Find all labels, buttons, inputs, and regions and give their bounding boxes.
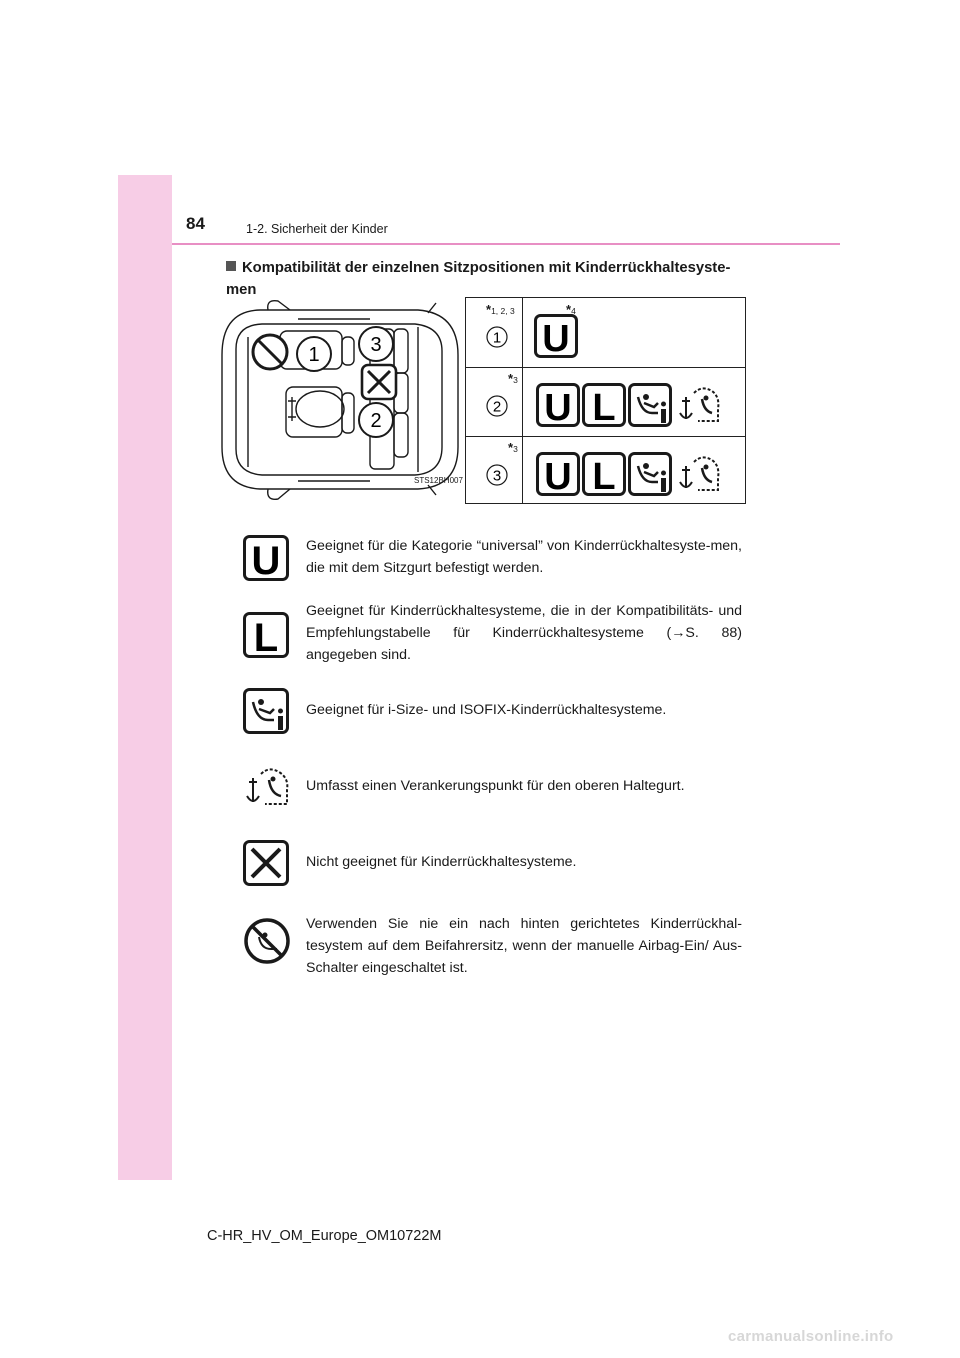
seat-label-2: 2: [370, 410, 382, 432]
l-icon: [243, 612, 289, 658]
bullet-square-icon: [226, 261, 236, 271]
anchor-icon: [676, 383, 724, 427]
legend-x-text: Nicht geeignet für Kinderrückhaltesysteme.: [306, 854, 577, 870]
svg-text:2: 2: [492, 398, 502, 416]
svg-text:U: U: [544, 456, 572, 496]
l-icon: [582, 452, 626, 496]
seat-number-badge: [486, 395, 508, 417]
svg-text:3: 3: [492, 467, 502, 485]
u-icon: [536, 452, 580, 496]
figure-code: STS12BH007: [414, 476, 463, 485]
svg-text:L: L: [592, 387, 616, 427]
side-band: [118, 175, 172, 1180]
legend-u-text: Geeignet für die Kategorie “universal” von Kinderrückhaltesyste-men, die mit dem Sitzgurt befestigt werden.: [306, 538, 742, 576]
prohibited-icon: [243, 917, 291, 965]
watermark: carmanualsonline.info: [728, 1328, 894, 1345]
table-row-seat-3: [466, 436, 745, 505]
footnote-marker: *1, 2, 3: [486, 302, 515, 317]
car-seat-diagram: [210, 297, 468, 504]
heading-text: Kompatibilität der einzelnen Sitzpositionen mit Kinderrückhaltesyste-men: [226, 260, 731, 298]
svg-text:L: L: [592, 456, 616, 496]
seat-number-badge: [486, 326, 508, 348]
legend-anchor-text: Umfasst einen Verankerungspunkt für den oberen Haltegurt.: [306, 778, 685, 794]
x-icon: [362, 365, 396, 399]
x-icon: [243, 840, 289, 886]
svg-text:1: 1: [492, 329, 502, 347]
footnote-marker: *3: [508, 440, 518, 455]
manual-code: C-HR_HV_OM_Europe_OM10722M: [207, 1228, 442, 1244]
u-icon: [243, 535, 289, 581]
l-icon: [582, 383, 626, 427]
seat-number-badge: [486, 464, 508, 486]
page-number: 84: [186, 214, 205, 233]
section-heading: [226, 257, 746, 301]
anchor-icon: [243, 764, 293, 810]
svg-text:U: U: [544, 387, 572, 427]
header-rule: [172, 243, 840, 245]
prohibited-icon: [253, 335, 287, 369]
isize-icon: [243, 688, 289, 734]
table-row-seat-2: [466, 367, 745, 437]
section-title: 1-2. Sicherheit der Kinder: [246, 222, 388, 236]
compatibility-table: [465, 297, 746, 504]
svg-text:L: L: [253, 616, 279, 658]
footnote-marker: *3: [508, 371, 518, 386]
legend-l-text: Geeignet für Kinderrückhaltesysteme, die in der Kompatibilitäts- und Empfehlungstabelle für Kinderrückhaltesysteme (→S. 88) angegeben sind.: [306, 603, 742, 663]
legend-prohibited-text: Verwenden Sie nie ein nach hinten gerichtetes Kinderrückhal-tesystem auf dem Beifahrersitz, wenn der manuelle Airbag-Ein/ Aus-Schalter eingeschaltet ist.: [306, 916, 742, 976]
svg-text:U: U: [251, 539, 281, 581]
isize-icon: [628, 383, 672, 427]
u-icon: [534, 314, 578, 358]
footnote-marker: *4: [566, 302, 576, 317]
seat-label-3: 3: [370, 334, 382, 356]
isize-icon: [628, 452, 672, 496]
anchor-icon: [676, 452, 724, 496]
seat-label-1: 1: [308, 344, 320, 366]
u-icon: [536, 383, 580, 427]
table-row-seat-1: [466, 298, 745, 368]
legend-isize-text: Geeignet für i-Size- und ISOFIX-Kinderrückhaltesysteme.: [306, 702, 667, 718]
car-top-view-illustration: [210, 297, 468, 504]
svg-text:U: U: [542, 318, 570, 358]
